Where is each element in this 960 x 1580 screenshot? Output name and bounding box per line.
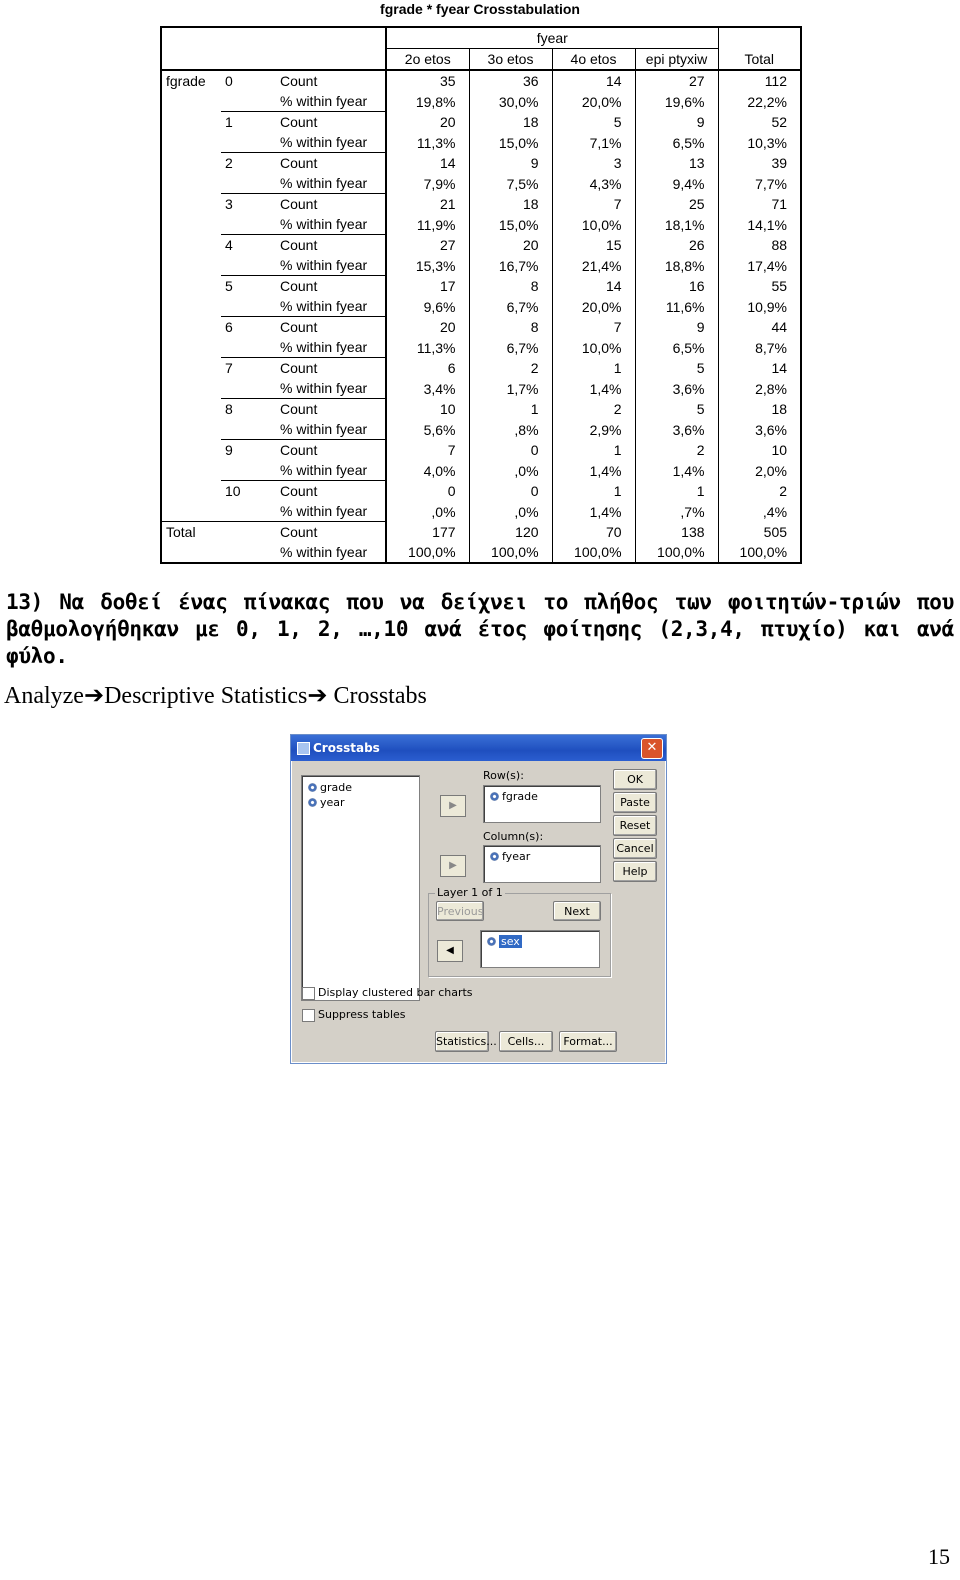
stat-label-count: Count — [276, 522, 386, 543]
table-row — [161, 317, 801, 338]
menu-crosstabs: Crosstabs — [327, 683, 427, 709]
pct-cell: 2,0% — [718, 460, 801, 481]
previous-button[interactable]: Previous — [436, 901, 484, 921]
table-row — [161, 132, 801, 153]
row-blank — [161, 542, 276, 563]
pct-cell: 20,0% — [552, 296, 635, 317]
pct-cell: 18,1% — [635, 214, 718, 235]
grade-label: 7 — [221, 358, 276, 379]
grade-label: 10 — [221, 481, 276, 502]
count-cell: 26 — [635, 235, 718, 256]
count-cell: 1 — [552, 440, 635, 461]
count-cell: 10 — [718, 440, 801, 461]
suppress-tables-label: Suppress tables — [318, 1008, 406, 1021]
grade-label: 5 — [221, 276, 276, 297]
table-row — [161, 255, 801, 276]
row-variable-label — [161, 440, 221, 461]
pct-cell: 19,8% — [386, 91, 469, 112]
count-cell: 9 — [469, 153, 552, 174]
count-cell: 10 — [386, 399, 469, 420]
pct-cell: 3,4% — [386, 378, 469, 399]
row-blank — [161, 255, 221, 276]
row-variable-label — [161, 317, 221, 338]
count-cell: 7 — [552, 194, 635, 215]
count-cell: 7 — [552, 317, 635, 338]
table-row — [161, 214, 801, 235]
grade-blank — [221, 337, 276, 358]
stat-label-pct: % within fyear — [276, 419, 386, 440]
stat-label-count: Count — [276, 317, 386, 338]
pct-cell: ,0% — [469, 501, 552, 522]
count-cell: 5 — [635, 358, 718, 379]
pct-cell: 11,6% — [635, 296, 718, 317]
pct-cell: 3,6% — [635, 419, 718, 440]
table-row — [161, 173, 801, 194]
count-cell: 7 — [386, 440, 469, 461]
stat-label-pct: % within fyear — [276, 214, 386, 235]
header-blank — [718, 27, 801, 49]
columns-list[interactable] — [483, 845, 601, 883]
grade-blank — [221, 501, 276, 522]
count-cell: 20 — [386, 112, 469, 133]
count-cell: 0 — [469, 440, 552, 461]
count-cell: 8 — [469, 317, 552, 338]
grade-label: 9 — [221, 440, 276, 461]
count-cell: 15 — [552, 235, 635, 256]
table-row — [161, 276, 801, 297]
corner-cell — [161, 49, 386, 71]
source-var-year[interactable]: year — [308, 796, 345, 809]
arrow-icon: ➔ — [83, 683, 105, 709]
pct-cell: ,8% — [469, 419, 552, 440]
pct-cell: 100,0% — [552, 542, 635, 563]
count-cell: 1 — [635, 481, 718, 502]
stat-label-pct: % within fyear — [276, 173, 386, 194]
stat-label-count: Count — [276, 235, 386, 256]
count-cell: 5 — [635, 399, 718, 420]
grade-blank — [221, 214, 276, 235]
count-cell: 14 — [552, 276, 635, 297]
row-variable-label — [161, 112, 221, 133]
pct-cell: 21,4% — [552, 255, 635, 276]
scale-variable-icon — [487, 937, 496, 946]
count-cell: 0 — [386, 481, 469, 502]
arrow-icon: ➔ — [307, 683, 328, 709]
pct-cell: 22,2% — [718, 91, 801, 112]
close-button[interactable]: ✕ — [641, 738, 663, 759]
statistics-button[interactable]: Statistics... — [435, 1031, 489, 1052]
layer-label: Layer 1 of 1 — [437, 886, 503, 899]
row-variable-label — [161, 481, 221, 502]
count-cell: 120 — [469, 522, 552, 543]
move-to-columns-button[interactable]: ▶ — [440, 855, 466, 877]
pct-cell: 10,0% — [552, 214, 635, 235]
pct-cell: 1,4% — [552, 378, 635, 399]
table-row — [161, 419, 801, 440]
row-blank — [161, 419, 221, 440]
dialog-titlebar[interactable] — [291, 735, 666, 761]
count-cell: 2 — [635, 440, 718, 461]
display-clustered-checkbox[interactable] — [302, 987, 315, 1000]
pct-cell: 30,0% — [469, 91, 552, 112]
ok-button[interactable]: OK — [613, 769, 657, 790]
columns-label: Column(s): — [483, 830, 544, 843]
menu-descriptive-statistics: Descriptive Statistics — [104, 683, 308, 709]
pct-cell: 8,7% — [718, 337, 801, 358]
pct-cell: 100,0% — [469, 542, 552, 563]
source-var-grade[interactable]: grade — [308, 781, 352, 794]
page-number: 15 — [928, 1544, 950, 1569]
source-variable-list[interactable] — [301, 775, 420, 1001]
count-cell: 44 — [718, 317, 801, 338]
pct-cell: 1,4% — [552, 501, 635, 522]
count-cell: 20 — [469, 235, 552, 256]
pct-cell: 3,6% — [635, 378, 718, 399]
column-header: 2o etos — [386, 49, 469, 71]
pct-cell: 10,3% — [718, 132, 801, 153]
row-variable-label: fgrade — [161, 70, 221, 91]
pct-cell: 19,6% — [635, 91, 718, 112]
row-blank — [161, 337, 221, 358]
header-row — [161, 49, 801, 71]
table-row — [161, 522, 801, 543]
layer-list[interactable] — [480, 930, 600, 968]
count-cell: 20 — [386, 317, 469, 338]
scale-variable-icon — [308, 783, 317, 792]
count-cell: 3 — [552, 153, 635, 174]
scale-variable-icon — [490, 852, 499, 861]
pct-cell: 1,7% — [469, 378, 552, 399]
crosstab-table — [160, 26, 802, 564]
pct-cell: 7,5% — [469, 173, 552, 194]
count-cell: 5 — [552, 112, 635, 133]
table-row — [161, 235, 801, 256]
table-row — [161, 440, 801, 461]
grade-label: 1 — [221, 112, 276, 133]
stat-label-pct: % within fyear — [276, 542, 386, 563]
pct-cell: ,7% — [635, 501, 718, 522]
count-cell: 6 — [386, 358, 469, 379]
scale-variable-icon — [490, 792, 499, 801]
grade-blank — [221, 378, 276, 399]
pct-cell: 15,3% — [386, 255, 469, 276]
cancel-button[interactable]: Cancel — [613, 838, 657, 859]
pct-cell: 15,0% — [469, 132, 552, 153]
pct-cell: 20,0% — [552, 91, 635, 112]
pct-cell: 18,8% — [635, 255, 718, 276]
count-cell: 52 — [718, 112, 801, 133]
count-cell: 0 — [469, 481, 552, 502]
row-blank — [161, 501, 221, 522]
corner-cell — [161, 27, 386, 49]
count-cell: 70 — [552, 522, 635, 543]
window-icon — [297, 742, 310, 755]
stat-label-pct: % within fyear — [276, 255, 386, 276]
grade-blank — [221, 460, 276, 481]
stat-label-count: Count — [276, 399, 386, 420]
pct-cell: 6,5% — [635, 337, 718, 358]
count-cell: 505 — [718, 522, 801, 543]
stat-label-count: Count — [276, 70, 386, 91]
column-header: 3o etos — [469, 49, 552, 71]
pct-cell: 11,3% — [386, 337, 469, 358]
row-blank — [161, 132, 221, 153]
crosstab-title: fgrade * fyear Crosstabulation — [380, 1, 580, 17]
table-row — [161, 296, 801, 317]
table-row — [161, 358, 801, 379]
count-cell: 9 — [635, 317, 718, 338]
pct-cell: 10,9% — [718, 296, 801, 317]
pct-cell: 4,0% — [386, 460, 469, 481]
grade-blank — [221, 132, 276, 153]
dialog-title: Crosstabs — [313, 741, 380, 755]
grade-label: 8 — [221, 399, 276, 420]
count-cell: 9 — [635, 112, 718, 133]
pct-cell: 2,8% — [718, 378, 801, 399]
count-cell: 55 — [718, 276, 801, 297]
count-cell: 27 — [386, 235, 469, 256]
count-cell: 14 — [386, 153, 469, 174]
move-to-rows-button[interactable]: ▶ — [440, 795, 466, 817]
row-variable-label — [161, 153, 221, 174]
count-cell: 1 — [552, 481, 635, 502]
count-cell: 17 — [386, 276, 469, 297]
row-blank — [161, 91, 221, 112]
table-row — [161, 112, 801, 133]
pct-cell: 5,6% — [386, 419, 469, 440]
row-variable-label — [161, 235, 221, 256]
count-cell: 16 — [635, 276, 718, 297]
row-variable-label — [161, 399, 221, 420]
stat-label-pct: % within fyear — [276, 460, 386, 481]
pct-cell: 100,0% — [635, 542, 718, 563]
stat-label-count: Count — [276, 153, 386, 174]
pct-cell: 7,7% — [718, 173, 801, 194]
count-cell: 88 — [718, 235, 801, 256]
stat-label-pct: % within fyear — [276, 91, 386, 112]
count-cell: 177 — [386, 522, 469, 543]
count-cell: 21 — [386, 194, 469, 215]
pct-cell: ,0% — [386, 501, 469, 522]
pct-cell: 17,4% — [718, 255, 801, 276]
count-cell: 2 — [469, 358, 552, 379]
grade-blank — [221, 296, 276, 317]
stat-label-count: Count — [276, 194, 386, 215]
count-cell: 39 — [718, 153, 801, 174]
pct-cell: 4,3% — [552, 173, 635, 194]
count-cell: 1 — [469, 399, 552, 420]
column-header: Total — [718, 49, 801, 71]
rows-var-fgrade[interactable]: fgrade — [490, 790, 538, 803]
move-to-layer-button[interactable]: ◀ — [437, 940, 463, 962]
column-header: epi ptyxiw — [635, 49, 718, 71]
table-row — [161, 460, 801, 481]
count-cell: 25 — [635, 194, 718, 215]
suppress-tables-checkbox[interactable] — [302, 1009, 315, 1022]
grade-label: 6 — [221, 317, 276, 338]
table-row — [161, 481, 801, 502]
count-cell: 71 — [718, 194, 801, 215]
column-variable-header: fyear — [386, 27, 718, 49]
stat-label-count: Count — [276, 358, 386, 379]
menu-analyze: Analyze — [4, 683, 84, 709]
pct-cell: 6,7% — [469, 337, 552, 358]
stat-label-count: Count — [276, 481, 386, 502]
count-cell: 2 — [718, 481, 801, 502]
pct-cell: 10,0% — [552, 337, 635, 358]
table-row — [161, 194, 801, 215]
stat-label-pct: % within fyear — [276, 501, 386, 522]
count-cell: 112 — [718, 70, 801, 91]
table-row — [161, 91, 801, 112]
pct-cell: 100,0% — [386, 542, 469, 563]
row-blank — [161, 460, 221, 481]
pct-cell: 6,5% — [635, 132, 718, 153]
format-button[interactable]: Format... — [559, 1031, 617, 1052]
table-row — [161, 542, 801, 563]
help-button[interactable]: Help — [613, 861, 657, 882]
column-header: 4o etos — [552, 49, 635, 71]
stat-label-count: Count — [276, 112, 386, 133]
row-blank — [161, 173, 221, 194]
grade-blank — [221, 419, 276, 440]
rows-label: Row(s): — [483, 769, 524, 782]
count-cell: 8 — [469, 276, 552, 297]
count-cell: 14 — [552, 70, 635, 91]
table-row — [161, 501, 801, 522]
stat-label-pct: % within fyear — [276, 296, 386, 317]
row-variable-label — [161, 194, 221, 215]
menu-path — [4, 681, 427, 710]
count-cell: 2 — [552, 399, 635, 420]
table-row — [161, 153, 801, 174]
pct-cell: 9,4% — [635, 173, 718, 194]
pct-cell: 15,0% — [469, 214, 552, 235]
stat-label-pct: % within fyear — [276, 337, 386, 358]
next-button[interactable]: Next — [553, 901, 601, 921]
pct-cell: 1,4% — [552, 460, 635, 481]
pct-cell: ,4% — [718, 501, 801, 522]
grade-label: 0 — [225, 73, 233, 89]
crosstabs-dialog — [290, 734, 667, 1064]
scale-variable-icon — [308, 798, 317, 807]
count-cell: 27 — [635, 70, 718, 91]
grade-label: 3 — [221, 194, 276, 215]
reset-button[interactable]: Reset — [613, 815, 657, 836]
pct-cell: 7,1% — [552, 132, 635, 153]
count-cell: 14 — [718, 358, 801, 379]
count-cell: 1 — [552, 358, 635, 379]
display-clustered-label: Display clustered bar charts — [318, 986, 473, 999]
row-blank — [161, 296, 221, 317]
grade-blank — [221, 255, 276, 276]
grade-blank — [221, 173, 276, 194]
total-label: Total — [161, 522, 276, 543]
table-row — [161, 337, 801, 358]
row-blank — [161, 214, 221, 235]
stat-label-pct: % within fyear — [276, 378, 386, 399]
pct-cell: 11,3% — [386, 132, 469, 153]
row-blank — [161, 378, 221, 399]
table-row — [161, 70, 801, 91]
pct-cell: 9,6% — [386, 296, 469, 317]
count-cell: 138 — [635, 522, 718, 543]
pct-cell: 6,7% — [469, 296, 552, 317]
pct-cell: 7,9% — [386, 173, 469, 194]
pct-cell: 1,4% — [635, 460, 718, 481]
exercise-text: 13) Να δοθεί ένας πίνακας που να δείχνει το πλήθος των φοιτητών-τριών που βαθμολογήθηκαν με 0, 1, 2, …,10 ανά έτος φοίτησης (2,3,4, πτυχίο) και ανά φύλο. — [6, 590, 954, 668]
row-variable-label — [161, 276, 221, 297]
count-cell: 18 — [469, 112, 552, 133]
columns-var-fyear[interactable]: fyear — [490, 850, 530, 863]
grade-label: 4 — [221, 235, 276, 256]
table-row — [161, 399, 801, 420]
stat-label-count: Count — [276, 276, 386, 297]
header-row — [161, 27, 801, 49]
pct-cell: 11,9% — [386, 214, 469, 235]
layer-var-sex[interactable]: sex — [487, 935, 522, 948]
row-variable-label — [161, 358, 221, 379]
pct-cell: ,0% — [469, 460, 552, 481]
pct-cell: 2,9% — [552, 419, 635, 440]
pct-cell: 16,7% — [469, 255, 552, 276]
cells-button[interactable]: Cells... — [499, 1031, 553, 1052]
table-row — [161, 378, 801, 399]
crosstab-body — [161, 27, 801, 563]
count-cell: 35 — [386, 70, 469, 91]
stat-label-pct: % within fyear — [276, 132, 386, 153]
pct-cell: 3,6% — [718, 419, 801, 440]
count-cell: 36 — [469, 70, 552, 91]
grade-blank — [221, 91, 276, 112]
paste-button[interactable]: Paste — [613, 792, 657, 813]
count-cell: 18 — [469, 194, 552, 215]
rows-list[interactable] — [483, 785, 601, 823]
count-cell: 18 — [718, 399, 801, 420]
count-cell: 13 — [635, 153, 718, 174]
pct-cell: 14,1% — [718, 214, 801, 235]
grade-label: 2 — [221, 153, 276, 174]
pct-cell: 100,0% — [718, 542, 801, 563]
stat-label-count: Count — [276, 440, 386, 461]
